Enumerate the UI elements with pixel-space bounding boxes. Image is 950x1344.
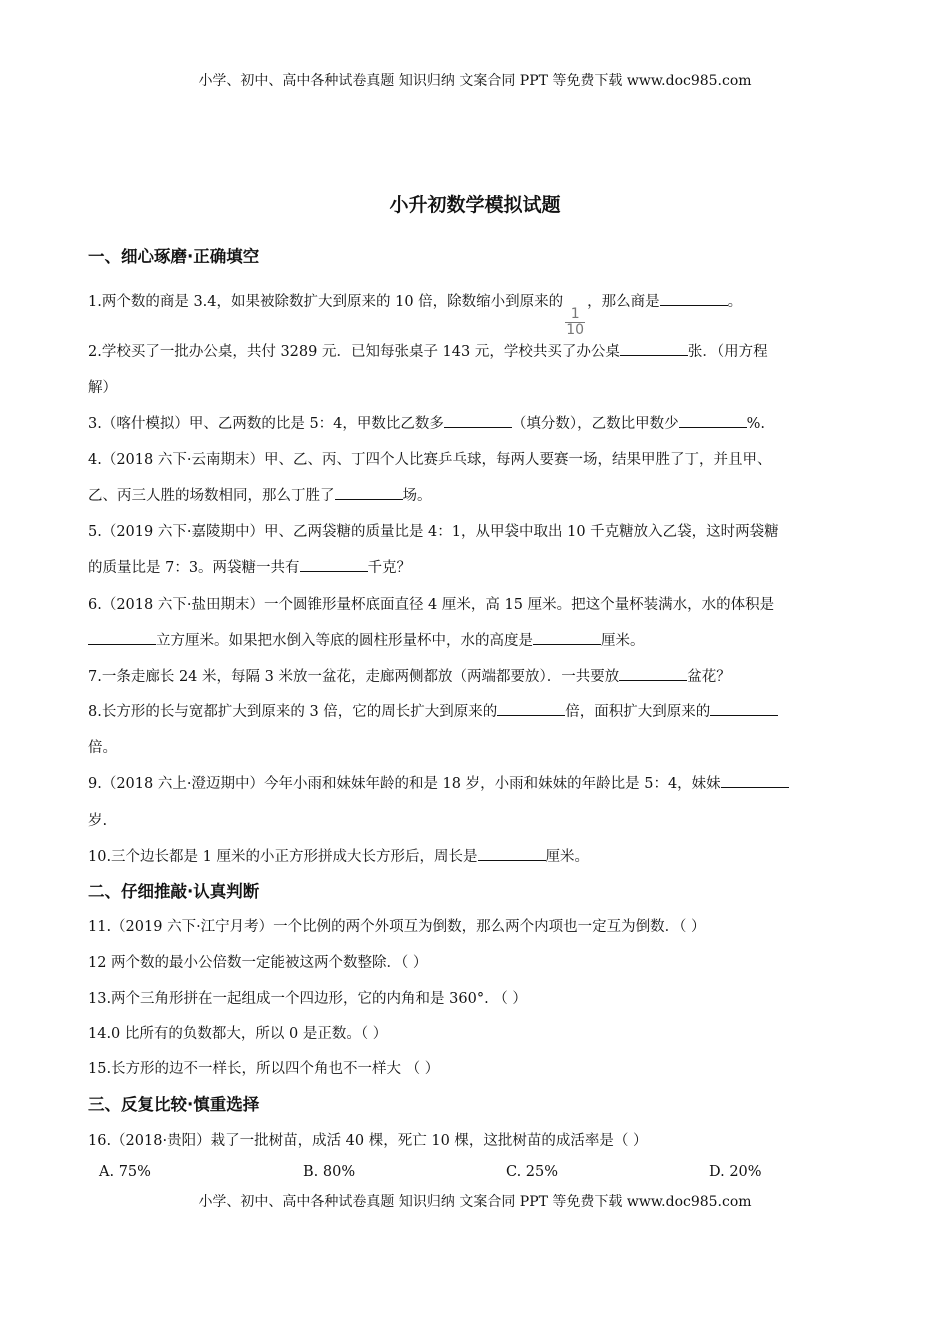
option-d[interactable]: D. 20% (709, 1164, 762, 1180)
question-4-cont: 乙、丙三人胜的场数相同，那么丁胜了 场。 (88, 484, 432, 505)
answer-blank[interactable] (619, 666, 687, 681)
question-8-cont: 倍。 (88, 740, 117, 756)
question-9-cont: 岁. (88, 813, 108, 829)
question-12: 12 两个数的最小公倍数一定能被这两个数整除．（ ） (88, 955, 428, 971)
answer-blank[interactable] (620, 341, 688, 356)
answer-blank[interactable] (497, 701, 565, 716)
question-2: 2.学校买了一批办公桌，共付 3289 元．已知每张桌子 143 元，学校共买了办公桌 张．（用方程 (88, 340, 768, 361)
section-heading-fill-blank: 一、细心琢磨·正确填空 (88, 247, 260, 266)
answer-blank[interactable] (88, 630, 156, 645)
question-3: 3.（喀什模拟）甲、乙两数的比是 5：4，甲数比乙数多 （填分数），乙数比甲数少 %. (88, 412, 765, 433)
answer-blank[interactable] (679, 413, 747, 428)
answer-blank[interactable] (478, 846, 546, 861)
section-heading-choice: 三、反复比较·慎重选择 (88, 1095, 260, 1114)
answer-blank[interactable] (710, 701, 778, 716)
option-a[interactable]: A. 75% (99, 1164, 151, 1180)
page-header: 小学、初中、高中各种试卷真题 知识归纳 文案合同 PPT 等免费下载 www.doc985.com (198, 73, 752, 89)
option-c[interactable]: C. 25% (506, 1164, 559, 1180)
question-9: 9.（2018 六上·澄迈期中）今年小雨和妹妹年龄的和是 18 岁，小雨和妹妹的年龄比是 5：4，妹妹 (88, 772, 789, 793)
question-16: 16.（2018·贵阳）栽了一批树苗，成活 40 棵，死亡 10 棵，这批树苗的成活率是（ ） (88, 1133, 648, 1149)
question-8: 8.长方形的长与宽都扩大到原来的 3 倍，它的周长扩大到原来的 倍，面积扩大到原来的 (88, 700, 778, 721)
question-15: 15.长方形的边不一样长，所以四个角也不一样大 （ ） (88, 1061, 440, 1077)
question-14: 14.0 比所有的负数都大，所以 0 是正数。（ ） (88, 1026, 388, 1042)
answer-blank[interactable] (300, 557, 368, 572)
section-heading-judge: 二、仔细推敲·认真判断 (88, 882, 260, 901)
question-13: 13.两个三角形拼在一起组成一个四边形，它的内角和是 360°. （ ） (88, 991, 527, 1007)
fraction-one-tenth: $\frac{1}{10}$ (566, 306, 585, 338)
question-6: 6.（2018 六下·盐田期末）一个圆锥形量杯底面直径 4 厘米，高 15 厘米。把这个量杯装满水，水的体积是 (88, 597, 775, 613)
answer-blank[interactable] (660, 291, 728, 306)
answer-blank[interactable] (533, 630, 601, 645)
option-b[interactable]: B. 80% (303, 1164, 356, 1180)
question-4: 4.（2018 六下·云南期末）甲、乙、丙、丁四个人比赛乒乓球，每两人要赛一场，结果甲胜了丁，并且甲、 (88, 452, 772, 468)
question-5-cont: 的质量比是 7：3。两袋糖一共有 千克？ (88, 556, 411, 577)
answer-blank[interactable] (721, 773, 789, 788)
page-footer: 小学、初中、高中各种试卷真题 知识归纳 文案合同 PPT 等免费下载 www.doc985.com (198, 1194, 752, 1210)
question-7: 7.一条走廊长 24 米，每隔 3 米放一盆花，走廊两侧都放（两端都要放）．一共要放 盆花？ (88, 665, 731, 686)
answer-blank[interactable] (444, 413, 512, 428)
answer-blank[interactable] (335, 485, 403, 500)
question-10: 10.三个边长都是 1 厘米的小正方形拼成大长方形后，周长是 厘米。 (88, 845, 589, 866)
question-1: 1.两个数的商是 3.4，如果被除数扩大到原来的 10 倍，除数缩小到原来的 $\frac{1}{10}$ ，那么商是 。 (88, 290, 742, 338)
page-title: 小升初数学模拟试题 (389, 194, 561, 216)
question-6-cont: 立方厘米。如果把水倒入等底的圆柱形量杯中，水的高度是 厘米。 (88, 629, 645, 650)
question-11: 11.（2019 六下·江宁月考）一个比例的两个外项互为倒数，那么两个内项也一定互为倒数．（ ） (88, 919, 706, 935)
question-5: 5.（2019 六下·嘉陵期中）甲、乙两袋糖的质量比是 4：1，从甲袋中取出 10 千克糖放入乙袋，这时两袋糖 (88, 524, 779, 540)
question-2-cont: 解） (88, 380, 117, 396)
